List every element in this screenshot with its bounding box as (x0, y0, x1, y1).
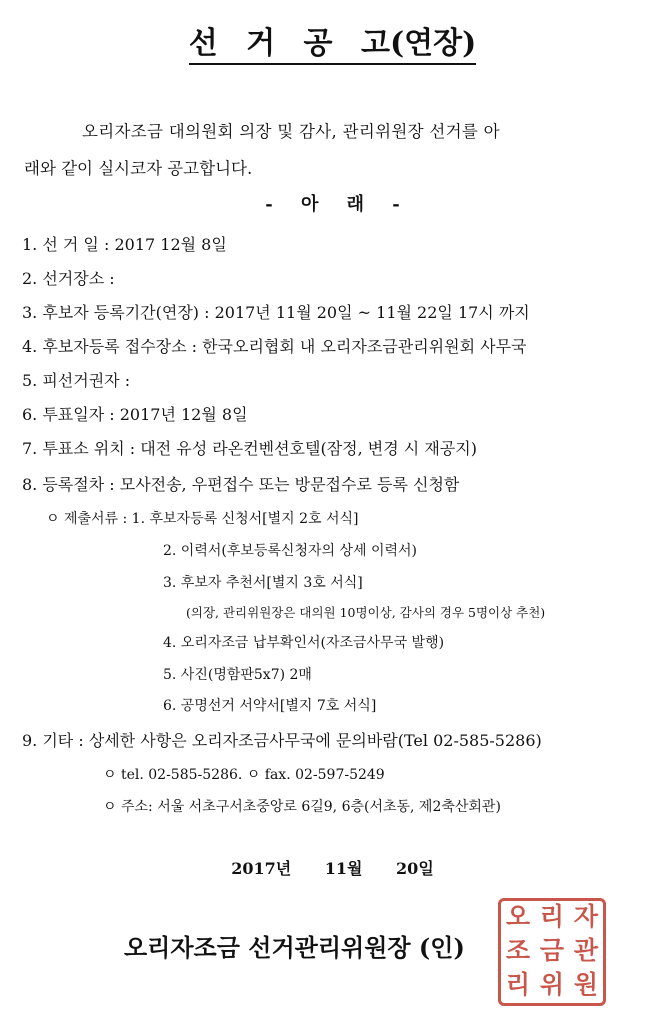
documents-item-2: 2. 이력서(후보등록신청자의 상세 이력서) (163, 543, 418, 559)
item-election-date: 1. 선 거 일 : 2017 12월 8일 (22, 235, 227, 254)
page-title: 선 거 공 고(연장) (0, 18, 665, 62)
item-registration-procedure: 8. 등록절차 : 모사전송, 우편접수 또는 방문접수로 등록 신청함 (22, 475, 460, 494)
item-other: 9. 기타 : 상세한 사항은 오리자조금사무국에 문의바람(Tel 02-585-5286) (22, 731, 542, 750)
documents-item-6: 6. 공명선거 서약서[별지 7호 서식] (163, 698, 377, 714)
item-registration-place: 4. 후보자등록 접수장소 : 한국오리협회 내 오리자조금관리위원회 사무국 (22, 337, 527, 356)
documents-note: (의장, 관리위원장은 대의원 10명이상, 감사의 경우 5명이상 추천) (186, 605, 546, 620)
intro-line-2: 래와 같이 실시코자 공고합니다. (24, 159, 253, 178)
documents-item-5: 5. 사진(명함판5x7) 2매 (163, 667, 312, 683)
section-heading: - 아 래 - (265, 194, 400, 215)
item-registration-period: 3. 후보자 등록기간(연장) : 2017년 11월 20일 ~ 11월 22일 17시 까지 (22, 303, 530, 322)
documents-item-4: 4. 오리자조금 납부확인서(자조금사무국 발행) (163, 635, 445, 651)
contact-phone-fax: ㅇ tel. 02-585-5286. ㅇ fax. 02-597-5249 (103, 767, 385, 783)
contact-address: ㅇ 주소: 서울 서초구서초중앙로 6길9, 6층(서초동, 제2축산회관) (103, 799, 501, 815)
item-polling-location: 7. 투표소 위치 : 대전 유성 라온컨벤션호텔(잠정, 변경 시 재공지) (22, 439, 477, 458)
intro-line-1: 오리자조금 대의원회 의장 및 감사, 관리위원장 선거를 아 (82, 122, 500, 141)
documents-item-3: 3. 후보자 추천서[별지 3호 서식] (163, 575, 363, 591)
item-election-place: 2. 선거장소 : (22, 269, 115, 288)
signature: 오리자조금 선거관리위원장 (인) (124, 933, 465, 962)
official-seal: 오 리 자 조 금 관 리 위 원 (498, 898, 606, 1006)
announcement-date: 2017년 11월 20일 (231, 859, 434, 878)
item-eligible-candidates: 5. 피선거권자 : (22, 371, 131, 390)
documents-item-1: ㅇ 제출서류 : 1. 후보자등록 신청서[별지 2호 서식] (46, 511, 359, 527)
item-voting-date: 6. 투표일자 : 2017년 12월 8일 (22, 405, 248, 424)
